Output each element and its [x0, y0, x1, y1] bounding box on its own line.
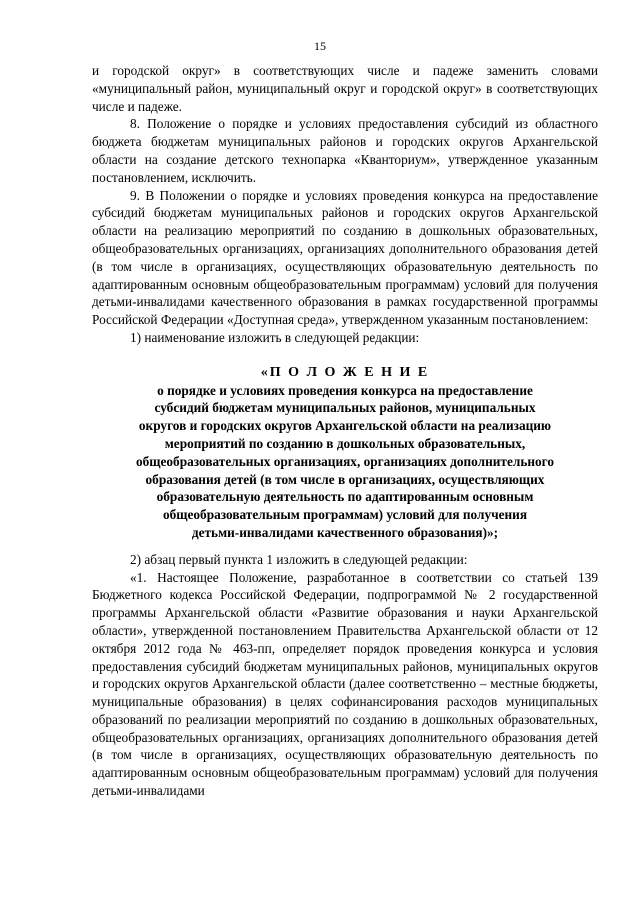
document-body — [92, 62, 598, 800]
regulation-subtitle-line: округов и городских округов Архангельской области на реализацию — [138, 418, 552, 434]
paragraph-subitem-2: 2) абзац первый пункта 1 изложить в следующей редакции: — [130, 551, 468, 567]
regulation-heading — [92, 364, 598, 542]
paragraph-item-8: 8. Положение о порядке и условиях предоставления субсидий из областного бюджета бюджетам муниципальных районов и городских округов Архангельской области на создание детского технопарка «Кванториум», утвержденное указанным постановлением, исключить. — [92, 116, 598, 185]
paragraph-subitem-1: 1) наименование изложить в следующей редакции: — [130, 329, 420, 345]
page-number: 15 — [314, 39, 326, 53]
regulation-subtitle-line: общеобразовательных организациях, организациях дополнительного — [135, 453, 555, 469]
regulation-subtitle-line: детьми-инвалидами качественного образования)»; — [191, 524, 499, 540]
paragraph-quoted-clause-1: «1. Настоящее Положение, разработанное в соответствии со статьей 139 Бюджетного кодекса Российской Федерации, подпрограммой № 2 государственной программы Архангельской области «Развитие образования и науки Архангельской области», утвержденной постановлением Правительства Архангельской области от 12 октября 2012 года № 463-пп, определяет порядок проведения конкурса и условия предоставления субсидий бюджетам муниципальных районов, муниципальных округов и городских округов Архангельской области (далее соответственно – местные бюджеты, муниципальные образования) в целях софинансирования расходов муниципальных образований по реализации мероприятий по созданию в дошкольных образовательных, общеобразовательных организациях, организациях дополнительного образования детей (в том числе в организациях, осуществляющих образовательную деятельность по адаптированным основным общеобразовательным программам) условий для получения детьми-инвалидами — [92, 569, 598, 799]
regulation-subtitle-line: субсидий бюджетам муниципальных районов, муниципальных — [154, 400, 536, 416]
regulation-subtitle-line: о порядке и условиях проведения конкурса на предоставление — [157, 382, 533, 398]
regulation-subtitle-line: образования детей (в том числе в организациях, осуществляющих — [145, 471, 545, 487]
regulation-title: «П О Л О Ж Е Н И Е — [260, 364, 430, 380]
regulation-subtitle-line: общеобразовательным программам) условий для получения — [162, 507, 528, 523]
regulation-subtitle-line: образовательную деятельность по адаптированным основным — [156, 489, 534, 505]
regulation-subtitle-line: мероприятий по созданию в дошкольных образовательных, — [164, 435, 526, 451]
paragraph-continuation: и городской округ» в соответствующих числе и падеже заменить словами «муниципальный район, муниципальный округ и городской округ» в соответствующих числе и падеже. — [92, 63, 598, 114]
paragraph-item-9: 9. В Положении о порядке и условиях проведения конкурса на предоставление субсидий бюджетам муниципальных районов и городских округов Архангельской области на реализацию мероприятий по созданию в дошкольных образовательных, общеобразовательных организациях, организациях дополнительного образования детей (в том числе в организациях, осуществляющих образовательную деятельность по адаптированным основным общеобразовательным программам) условий для получения детьми-инвалидами качественного образования в рамках государственной программы Российской Федерации «Доступная среда», утвержденном указанным постановлением: — [92, 187, 598, 328]
